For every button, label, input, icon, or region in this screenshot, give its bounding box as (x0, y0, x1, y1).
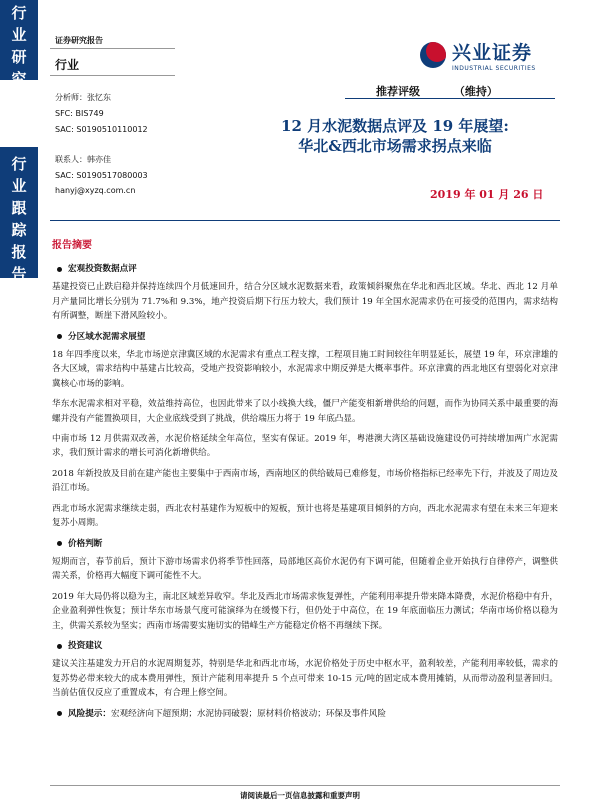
title-line-2: 华北&西北市场需求拐点来临 (298, 137, 492, 155)
sidebar-char: 告 (11, 265, 27, 283)
paragraph: 建议关注基建发力开启的水泥周期复苏，特别是华北和西北市场，水泥价格处于历史中枢水平，盈利较差，产能利用率较低，需求的复苏势必带来较大的成本费用弹性，预计产能利用率提升 5 个点可带来 10-15 元/吨的固定成本费用摊销，从而带动盈利显著回归。当前估值仅反应了重置成本，有合理上修空间。 (52, 659, 558, 699)
title-line-1: 12 月水泥数据点评及 19 年展望: (281, 117, 509, 135)
analyst-line: 分析师：张忆东 (55, 93, 111, 102)
section-heading: 价格判断 (52, 537, 558, 551)
bullet-icon (57, 541, 62, 546)
footer-disclaimer: 请阅读最后一页信息披露和重要声明 (240, 791, 360, 800)
contact-line: 联系人：韩亦佳 (55, 155, 111, 164)
paragraph: 18 年四季度以来，华北市场逆京津冀区域的水泥需求有重点工程支撑，工程项目施工时间较往年明显延长，展望 19 年，环京津雄的各大区域，需求结构中基建占比较高，受地产投资影响较小，水泥需求中期反弹是大概率事件。环京津冀的西北地区有望弱化对京津冀核心市场的影响。 (52, 350, 558, 389)
paragraph: 基建投资已止跌启稳并保持连续四个月低速回升，结合分区域水泥数据来看，政策倾斜聚焦在华北和西北区域。华北、西北 12 月单月产量同比增长分别为 71.7%和 9.3%，地产投资后期下行压力较大，我们预计 19 年全国水泥需求仍在可接受的范围内，需求结构有所调整，断崖下滑风险较小。 (52, 282, 558, 322)
sidebar-char: 究 (11, 70, 27, 88)
logo-name-cn: 兴业证券 (452, 42, 533, 64)
risk-text: 宏观经济向下超预期；水泥协同破裂；原材料价格波动；环保及事件风险 (110, 708, 386, 719)
risk-warning (52, 707, 558, 721)
bullet-icon (57, 334, 62, 339)
header-divider (50, 75, 175, 76)
contact-email[interactable]: hanyj@xyzq.com.cn (55, 186, 136, 195)
paragraph: 短期而言，春节前后，预计下游市场需求仍将季节性回落，局部地区高价水泥仍有下调可能，但随着企业开始执行自律停产，调整供需关系，价格再大幅度下调可能性不大。 (52, 556, 558, 582)
sidebar-char: 业 (11, 177, 27, 195)
section-heading: 投资建议 (52, 639, 558, 653)
report-date: 2019 年 01 月 26 日 (430, 188, 544, 201)
rating-block (376, 83, 498, 99)
risk-label: 风险提示： (68, 708, 111, 719)
bullet-icon (57, 267, 62, 272)
sidebar-char: 踪 (11, 221, 27, 239)
sidebar-char: 行 (11, 155, 27, 173)
abstract-body (52, 262, 558, 721)
contact-line: SAC: S0190517080003 (55, 171, 148, 180)
footer-divider (50, 785, 560, 786)
section-heading: 分区域水泥需求展望 (52, 330, 558, 344)
paragraph: 中南市场 12 月供需双改善，水泥价格延续全年高位，坚实有保证。2019 年，粤港澳大湾区基础设施建设仍可持续增加两广水泥需求，我们预计需求的增长可消化新增供给。 (52, 434, 558, 459)
sidebar-char: 行 (11, 4, 27, 22)
sidebar-char: 报 (11, 243, 27, 261)
paragraph: 2018 年新投放及目前在建产能也主要集中于西南市场，西南地区的供给破局已难修复，市场价格指标已经率先下行，并波及了周边及沿江市场。 (52, 468, 558, 494)
logo-mark-icon (420, 42, 446, 68)
report-title (230, 116, 560, 156)
sidebar-char: 跟 (11, 199, 27, 217)
rating-value: （维持） (453, 85, 498, 98)
rating-underline (345, 98, 555, 99)
sidebar-char: 研 (11, 48, 27, 66)
sidebar-char: 业 (11, 26, 27, 44)
sidebar-category-band (0, 0, 38, 88)
rating-label: 推荐评级 (376, 85, 420, 98)
analyst-line: SAC: S0190510110012 (55, 125, 148, 134)
section-heading: 宏观投资数据点评 (52, 262, 558, 276)
bullet-icon (57, 711, 62, 716)
paragraph: 2019 年大局仍将以稳为主，南北区域差异收窄。华北及西北市场需求恢复弹性，产能利用率提升带来降本降费，水泥价格稳中有升，企业盈利弹性恢复；预计华东市场景气度可能演绎为在缓慢下行，但仍处于中高位，在 19 年底面临压力测试；华南市场价格以稳为主，供需关系较为坚实；西南市场需要实施切实的错峰生产方能稳定价格不再继续下探。 (52, 591, 558, 631)
bullet-icon (57, 644, 62, 649)
header-divider (50, 48, 175, 49)
sidebar-report-type-band (0, 147, 38, 283)
analyst-line: SFC: BIS749 (55, 109, 104, 118)
section-divider (50, 220, 560, 221)
paragraph: 华东水泥需求相对平稳，效益维持高位，也因此带来了以小线换大线，僵尸产能变相新增供给的问题，而作为协同关系中最重要的海螺并没有产能置换项目，大企业底线受到了挑战，供给端压力将于 19 年底凸显。 (52, 399, 558, 424)
report-type-label: 证券研究报告 (55, 36, 103, 45)
industry-label: 行业 (55, 58, 80, 72)
abstract-heading: 报告摘要 (52, 240, 92, 251)
logo-name-en: INDUSTRIAL SECURITIES (452, 65, 536, 72)
paragraph: 西北市场水泥需求继续走弱，西北农村基建作为短板中的短板，预计也将是基建项目倾斜的方向，西北水泥需求有望在未来三年迎来复苏小周期。 (52, 503, 558, 529)
company-logo (420, 38, 536, 72)
